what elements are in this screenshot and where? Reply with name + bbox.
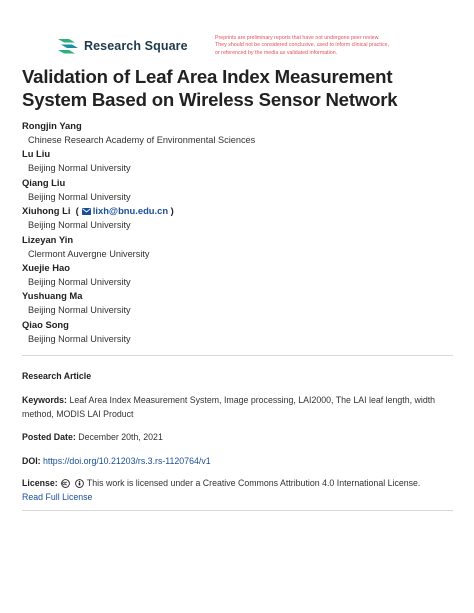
envelope-icon xyxy=(82,208,91,215)
author-affiliation: Beijing Normal University xyxy=(28,163,131,174)
doi-label: DOI: xyxy=(22,456,41,466)
keywords-label: Keywords: xyxy=(22,395,67,405)
author-name[interactable]: Rongjin Yang xyxy=(22,120,82,131)
author-entry xyxy=(22,318,462,346)
license-label: License: xyxy=(22,478,58,488)
author-email: lixh@bnu.edu.cn xyxy=(92,205,169,217)
research-square-logo-icon xyxy=(57,37,79,55)
author-name[interactable]: Yushuang Ma xyxy=(22,290,83,302)
author-name[interactable]: Qiang Liu xyxy=(22,176,66,188)
author-affiliation: Chinese Research Academy of Environmental Sciences xyxy=(28,135,256,145)
disclaimer-line: Preprints are preliminary reports that have not undergone peer review. xyxy=(215,35,380,41)
bottom-divider xyxy=(22,510,453,511)
author-list xyxy=(22,119,462,346)
author-name-with-email xyxy=(22,204,462,218)
author-affiliation: Beijing Normal University xyxy=(28,333,131,344)
keywords-value: Leaf Area Index Measurement System, Image processing, LAI2000, The LAI leaf length, width method, MODIS LAI Product xyxy=(22,395,436,419)
posted-date-value: December 20th, 2021 xyxy=(78,432,163,442)
doi-link[interactable]: https://doi.org/10.21203/rs.3.rs-1120764/v1 xyxy=(43,456,211,466)
author-name[interactable]: Xuejie Hao xyxy=(22,261,70,273)
article-type: Research Article xyxy=(22,371,92,381)
brand-name: Research Square xyxy=(84,39,188,53)
author-entry xyxy=(22,147,462,175)
read-full-license-link[interactable]: Read Full License xyxy=(22,492,93,502)
page-header xyxy=(0,0,474,62)
paren-open: ( xyxy=(70,205,79,217)
author-name[interactable]: Lu Liu xyxy=(22,148,51,160)
license xyxy=(22,476,454,504)
author-entry xyxy=(22,261,462,289)
disclaimer-line: or referenced by the media as validated information. xyxy=(215,49,338,56)
posted-date xyxy=(22,430,454,444)
section-divider xyxy=(22,355,453,356)
attribution-icon xyxy=(75,479,84,488)
author-name[interactable]: Lizeyan Yin xyxy=(22,233,74,245)
research-square-logo[interactable] xyxy=(57,37,188,55)
doi xyxy=(22,454,454,468)
author-email-link[interactable] xyxy=(82,204,168,218)
posted-date-label: Posted Date: xyxy=(22,432,76,442)
cc-icon xyxy=(61,479,70,488)
license-text: This work is licensed under a Creative Commons Attribution 4.0 International License. xyxy=(86,478,421,488)
author-entry xyxy=(22,233,462,261)
author-affiliation: Beijing Normal University xyxy=(28,305,131,316)
preprint-disclaimer xyxy=(215,35,455,57)
author-entry xyxy=(22,289,462,317)
author-name[interactable]: Xiuhong Li xyxy=(22,205,71,217)
paren-close: ) xyxy=(168,205,174,217)
author-affiliation: Beijing Normal University xyxy=(28,191,131,202)
author-entry xyxy=(22,119,462,147)
author-affiliation: Clermont Auvergne University xyxy=(28,248,150,259)
author-entry xyxy=(22,204,462,232)
paper-title: Validation of Leaf Area Index Measurement System Based on Wireless Sensor Network xyxy=(22,66,398,110)
keywords xyxy=(22,393,454,421)
author-name[interactable]: Qiao Song xyxy=(22,318,69,330)
author-entry xyxy=(22,176,462,204)
author-affiliation: Beijing Normal University xyxy=(28,220,131,231)
author-affiliation: Beijing Normal University xyxy=(28,276,131,287)
disclaimer-line: They should not be considered conclusive, used to inform clinical practice, xyxy=(215,42,390,49)
